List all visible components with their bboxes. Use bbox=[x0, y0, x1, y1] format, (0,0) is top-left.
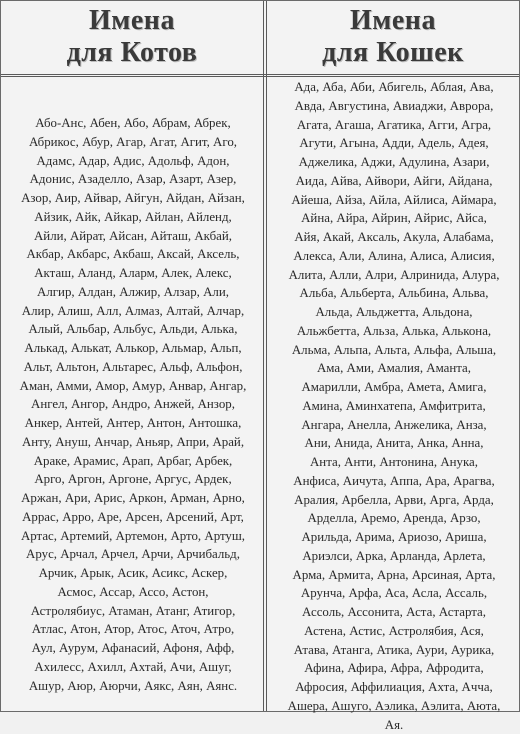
names-line: Атава, Атанга, Атика, Аури, Аурика, bbox=[269, 641, 519, 660]
names-line: Алгир, Алдан, Алжир, Алзар, Али, bbox=[4, 283, 262, 302]
names-line: Афина, Афира, Афра, Афродита, bbox=[269, 659, 519, 678]
names-line: Акташ, Аланд, Аларм, Алек, Алекс, bbox=[4, 264, 262, 283]
names-line: Анфиса, Аичута, Аппа, Ара, Арагва, bbox=[269, 472, 519, 491]
names-line: Араке, Арамис, Арап, Арбаг, Арбек, bbox=[4, 452, 262, 471]
names-line: Аджелика, Аджи, Адулина, Азари, bbox=[269, 153, 519, 172]
cats-header bbox=[1, 1, 263, 73]
cats-title-line1: Имена bbox=[89, 5, 175, 37]
female-cats-title-line1: Имена bbox=[350, 5, 436, 37]
names-line: Амарилли, Амбра, Амета, Амига, bbox=[269, 378, 519, 397]
names-line: Анкер, Антей, Антер, Антон, Антошка, bbox=[4, 414, 262, 433]
header-divider bbox=[1, 74, 519, 77]
names-line: Атлас, Атон, Атор, Атос, Аточ, Атро, bbox=[4, 620, 262, 639]
names-line: Айли, Айрат, Айсан, Айташ, Акбай, bbox=[4, 227, 262, 246]
column-divider bbox=[263, 1, 267, 711]
names-line: Арунча, Арфа, Аса, Асла, Ассаль, bbox=[269, 584, 519, 603]
names-line: Арчик, Арык, Асик, Асикс, Аскер, bbox=[4, 564, 262, 583]
names-line: Ариэлси, Арка, Арланда, Арлета, bbox=[269, 547, 519, 566]
names-line: Арильда, Арима, Ариозо, Ариша, bbox=[269, 528, 519, 547]
names-line: Алькад, Алькат, Алькор, Альмар, Альп, bbox=[4, 339, 262, 358]
names-line: Амина, Аминхатепа, Амфитрита, bbox=[269, 397, 519, 416]
names-line: Артас, Артемий, Артемон, Арто, Артуш, bbox=[4, 527, 262, 546]
names-line: Аул, Аурум, Афанасий, Афоня, Афф, bbox=[4, 639, 262, 658]
names-line: Ая. bbox=[269, 716, 519, 734]
names-line: Айзик, Айк, Айкар, Айлан, Айленд, bbox=[4, 208, 262, 227]
female-cats-title-line2: для Кошек bbox=[322, 37, 464, 69]
names-line: Альда, Альджетта, Альдона, bbox=[269, 303, 519, 322]
names-line: Адонис, Азаделло, Азар, Азарт, Азер, bbox=[4, 170, 262, 189]
names-line: Ада, Аба, Аби, Абигель, Аблая, Ава, bbox=[269, 78, 519, 97]
names-line: Алир, Алиш, Алл, Алмаз, Алтай, Алчар, bbox=[4, 302, 262, 321]
names-line: Анта, Анти, Антонина, Анука, bbox=[269, 453, 519, 472]
cats-title-line2: для Котов bbox=[67, 37, 198, 69]
names-line: Алый, Альбар, Альбус, Альди, Алька, bbox=[4, 320, 262, 339]
names-line: Афросия, Аффилиация, Ахта, Ачча, bbox=[269, 678, 519, 697]
names-line: Азор, Аир, Айвар, Айгун, Айдан, Айзан, bbox=[4, 189, 262, 208]
names-line: Авда, Августина, Авиаджи, Аврора, bbox=[269, 97, 519, 116]
names-line: Айя, Акай, Аксаль, Акула, Алабама, bbox=[269, 228, 519, 247]
names-line: Ашера, Ашуго, Аэлика, Аэлита, Аюта, bbox=[269, 697, 519, 716]
names-line: Аржан, Ари, Арис, Аркон, Арман, Арно, bbox=[4, 489, 262, 508]
names-line: Альма, Альпа, Альта, Альфа, Альша, bbox=[269, 341, 519, 360]
names-line: Абрикос, Абур, Агар, Агат, Агит, Аго, bbox=[4, 133, 262, 152]
names-line: Ахилесс, Ахилл, Ахтай, Ачи, Ашуг, bbox=[4, 658, 262, 677]
names-line: Акбар, Акбарс, Акбаш, Аксай, Аксель, bbox=[4, 245, 262, 264]
names-line: Алита, Алли, Алри, Алринида, Алура, bbox=[269, 266, 519, 285]
names-line: Арма, Армита, Арна, Арсиная, Арта, bbox=[269, 566, 519, 585]
names-line: Аида, Айва, Айвори, Айги, Айдана, bbox=[269, 172, 519, 191]
names-line: Або-Анс, Абен, Або, Абрам, Абрек, bbox=[4, 114, 262, 133]
female-cats-names-list bbox=[269, 78, 519, 734]
names-line: Альт, Альтон, Альтарес, Альф, Альфон, bbox=[4, 358, 262, 377]
names-line: Адамс, Адар, Адис, Адольф, Адон, bbox=[4, 152, 262, 171]
names-line: Агата, Агаша, Агатика, Агги, Агра, bbox=[269, 116, 519, 135]
names-line: Алекса, Али, Алина, Алиса, Алисия, bbox=[269, 247, 519, 266]
names-line: Альба, Альберта, Альбина, Альва, bbox=[269, 284, 519, 303]
names-line: Арделла, Аремо, Аренда, Арзо, bbox=[269, 509, 519, 528]
names-line: Ассоль, Ассонита, Аста, Астарта, bbox=[269, 603, 519, 622]
names-line: Астролябиус, Атаман, Атанг, Атигор, bbox=[4, 602, 262, 621]
names-line: Айеша, Айза, Айла, Айлиса, Аймара, bbox=[269, 191, 519, 210]
names-line: Ама, Ами, Амалия, Аманта, bbox=[269, 359, 519, 378]
names-line: Аман, Амми, Амор, Амур, Анвар, Ангар, bbox=[4, 377, 262, 396]
names-line: Агути, Агына, Адди, Адель, Адея, bbox=[269, 134, 519, 153]
names-line: Асмос, Ассар, Ассо, Астон, bbox=[4, 583, 262, 602]
names-line: Ангел, Ангор, Андро, Анжей, Анзор, bbox=[4, 395, 262, 414]
female-cats-header bbox=[267, 1, 519, 73]
names-line: Астена, Астис, Астролябия, Ася, bbox=[269, 622, 519, 641]
names-line: Анту, Ануш, Анчар, Аньяр, Апри, Арай, bbox=[4, 433, 262, 452]
names-line: Ани, Анида, Анита, Анка, Анна, bbox=[269, 434, 519, 453]
names-line: Ангара, Анелла, Анжелика, Анза, bbox=[269, 416, 519, 435]
names-line: Арго, Аргон, Аргоне, Аргус, Ардек, bbox=[4, 470, 262, 489]
names-line: Ашур, Аюр, Аюрчи, Аякс, Аян, Аянс. bbox=[4, 677, 262, 696]
names-line: Аралия, Арбелла, Арви, Арга, Арда, bbox=[269, 491, 519, 510]
names-line: Аррас, Арро, Аре, Арсен, Арсений, Арт, bbox=[4, 508, 262, 527]
names-line: Арус, Арчал, Арчел, Арчи, Арчибальд, bbox=[4, 545, 262, 564]
names-line: Альжбетта, Альза, Алька, Альконa, bbox=[269, 322, 519, 341]
cats-names-list bbox=[4, 78, 262, 695]
names-line: Айна, Айра, Айрин, Айрис, Айса, bbox=[269, 209, 519, 228]
